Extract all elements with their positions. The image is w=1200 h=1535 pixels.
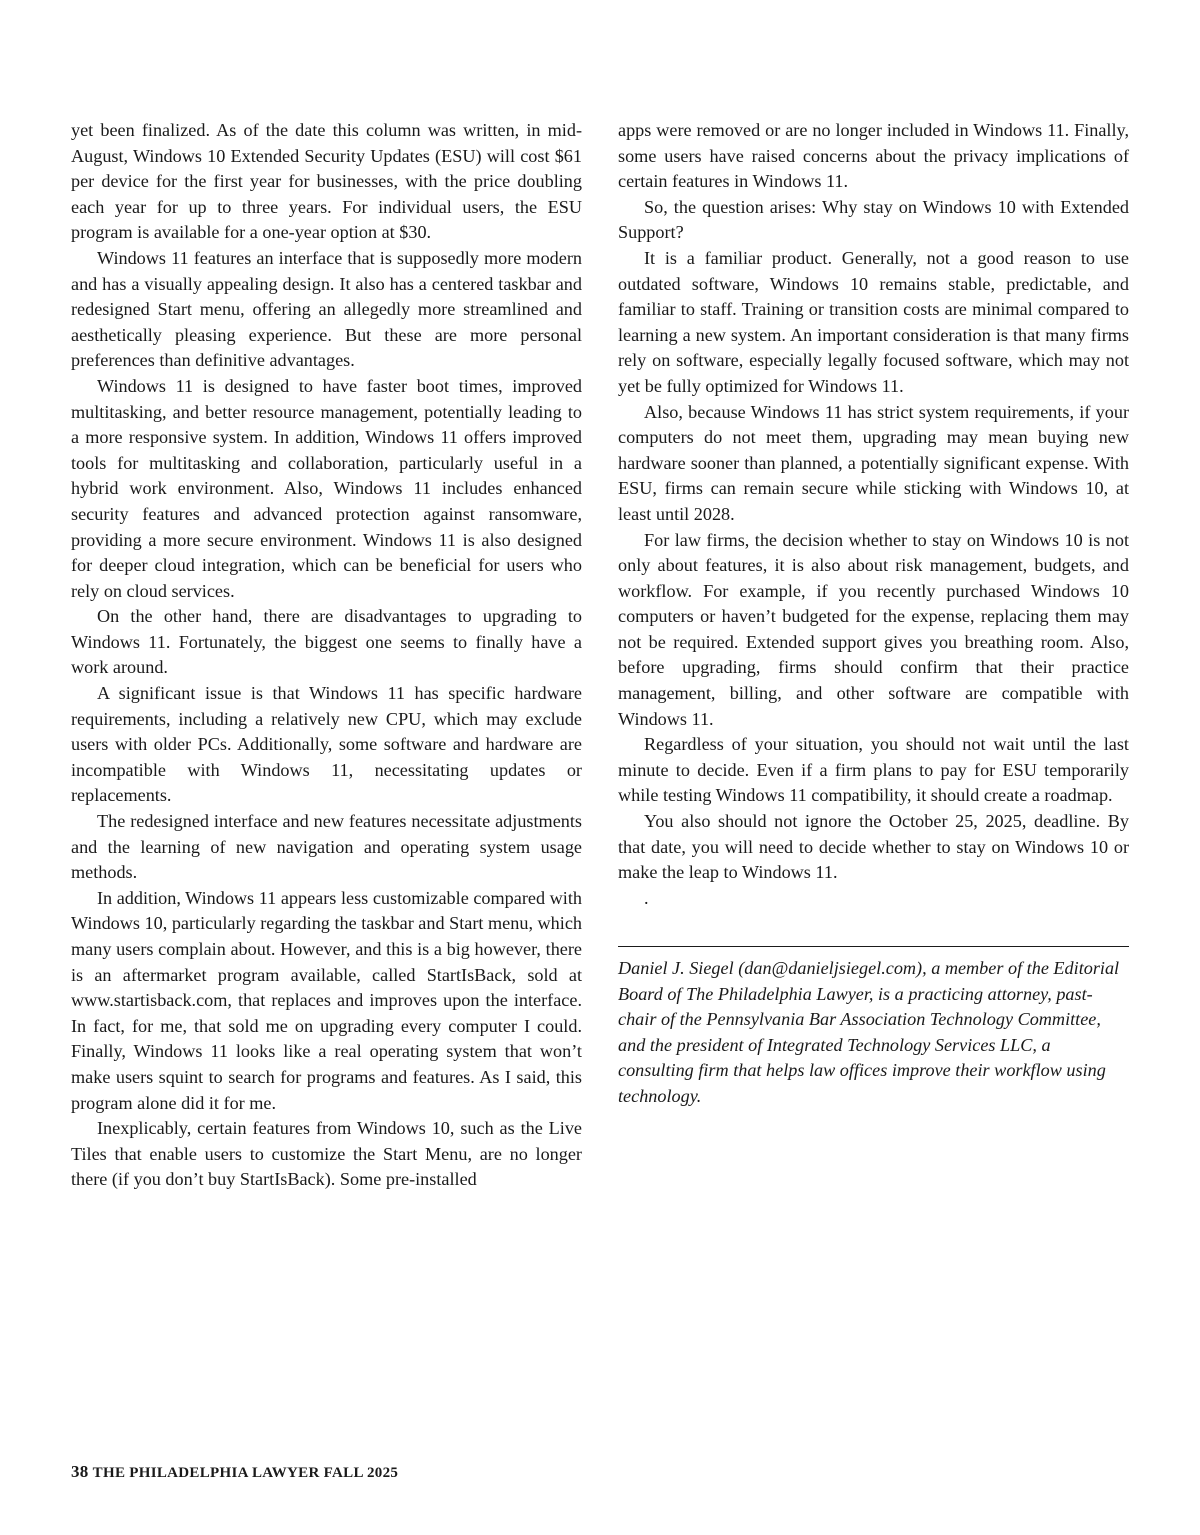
paragraph: Regardless of your situation, you should not wait until the last minute to decide. Even if a firm plans to pay for ESU temporarily while testing Windows 11 compatibility, it should create a roadmap. [618,734,1129,806]
paragraph: The redesigned interface and new features necessitate adjustments and the learning of new navigation and operating system usage methods. [71,811,582,883]
right-column [618,118,1129,911]
page-number: 38 [71,1462,89,1481]
paragraph: On the other hand, there are disadvantages to upgrading to Windows 11. Fortunately, the biggest one seems to finally have a work around. [71,606,582,678]
paragraph: Windows 11 features an interface that is supposedly more modern and has a visually appealing design. It also has a centered taskbar and redesigned Start menu, offering an allegedly more streamlined and aesthetically pleasing experience. But these are more personal preferences than definitive advantages. [71,247,582,371]
left-column [71,118,582,1193]
paragraph: It is a familiar product. Generally, not a good reason to use outdated software, Windows 10 remains stable, predictable, and familiar to staff. Training or transition costs are minimal compared to learning a new system. An important consideration is that many firms rely on software, especially legally focused software, which may not yet be fully optimized for Windows 11. [618,247,1129,396]
paragraph: apps were removed or are no longer included in Windows 11. Finally, some users have raised concerns about the privacy implications of certain features in Windows 11. [618,120,1129,192]
author-bio-text: Daniel J. Siegel (dan@danieljsiegel.com), a member of the Editorial Board of The Philadelphia Lawyer, is a practicing attorney, past-chair of the Pennsylvania Bar Association Technology Committee, and the president of Integrated Technology Services LLC, a consulting firm that helps law offices improve their workflow using technology. [618,958,1120,1106]
publication-title: THE PHILADELPHIA LAWYER FALL 2025 [92,1465,399,1481]
paragraph: Also, because Windows 11 has strict system requirements, if your computers do not meet them, upgrading may mean buying new hardware sooner than planned, a potentially significant expense. With ESU, firms can remain secure while sticking with Windows 10, at least until 2028. [618,401,1129,524]
page-footer [71,1462,398,1482]
end-mark: . [644,887,649,908]
paragraph: yet been finalized. As of the date this column was written, in mid-August, Windows 10 Extended Security Updates (ESU) will cost $61 per device for the first year for businesses, with the price doubling each year for up to three years. For individual users, the ESU program is available for a one-year option at $30. [71,120,582,243]
paragraph: You also should not ignore the October 25, 2025, deadline. By that date, you will need to decide whether to stay on Windows 10 or make the leap to Windows 11. [618,811,1129,883]
paragraph: In addition, Windows 11 appears less customizable compared with Windows 10, particularly regarding the taskbar and Start menu, which many users complain about. However, and this is a big however, there is an aftermarket program available, called StartIsBack, sold at www.startisback.com, that replaces and improves upon the interface. In fact, for me, that sold me on upgrading every computer I could. Finally, Windows 11 looks like a real operating system that won’t make users squint to search for programs and features. As I said, this program alone did it for me. [71,887,582,1113]
paragraph: Inexplicably, certain features from Windows 10, such as the Live Tiles that enable users to customize the Start Menu, are no longer there (if you don’t buy StartIsBack). Some pre-installed [71,1118,582,1190]
author-bio [618,956,1129,1110]
bio-divider [618,946,1129,947]
paragraph: Windows 11 is designed to have faster boot times, improved multitasking, and better resource management, potentially leading to a more responsive system. In addition, Windows 11 offers improved tools for multitasking and collaboration, particularly useful in a hybrid work environment. Also, Windows 11 includes enhanced security features and advanced protection against ransomware, providing a more secure environment. Windows 11 is also designed for deeper cloud integration, which can be beneficial for users who rely on cloud services. [71,375,582,601]
paragraph: For law firms, the decision whether to stay on Windows 10 is not only about features, it is also about risk management, budgets, and workflow. For example, if you recently purchased Windows 10 computers or haven’t budgeted for the expense, replacing them may not be required. Extended support gives you breathing room. Also, before upgrading, firms should confirm that their practice management, billing, and other software are compatible with Windows 11. [618,529,1129,729]
paragraph: So, the question arises: Why stay on Windows 10 with Extended Support? [618,196,1129,243]
paragraph: A significant issue is that Windows 11 has specific hardware requirements, including a relatively new CPU, which may exclude users with older PCs. Additionally, some software and hardware are incompatible with Windows 11, necessitating updates or replacements. [71,683,582,806]
